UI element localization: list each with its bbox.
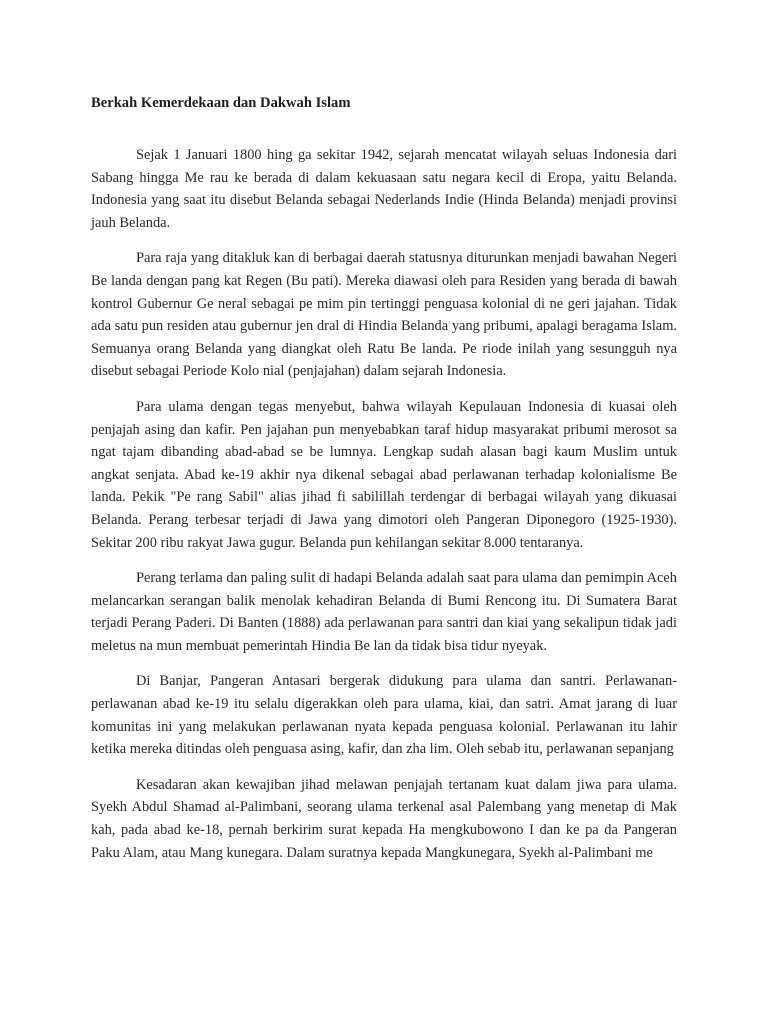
document-title: Berkah Kemerdekaan dan Dakwah Islam <box>91 95 351 111</box>
paragraph-6: Kesadaran akan kewajiban jihad melawan penjajah tertanam kuat dalam jiwa para ulama. Syekh Abdul Shamad al-Palimbani, seorang ulama terkenal asal Palembang yang menetap di Mak kah, pada abad ke-18, pernah berkirim surat kepada Ha mengkubowono I dan ke pa da Pangeran Paku Alam, atau Mang kunegara. Dalam suratnya kepada Mangkunegara, Syekh al-Palimbani me <box>91 776 677 861</box>
paragraph-1: Sejak 1 Januari 1800 hing ga sekitar 1942, sejarah mencatat wilayah seluas Indonesia dari Sabang hingga Me rau ke berada di dalam kekuasaan satu negara kecil di Eropa, yaitu Belanda. Indonesia yang saat itu disebut Belanda sebagai Nederlands Indie (Hinda Belanda) menjadi provinsi jauh Belanda. <box>91 147 677 231</box>
paragraph-3: Para ulama dengan tegas menyebut, bahwa wilayah Kepulauan Indonesia di kuasai oleh penjajah asing dan kafir. Pen jajahan pun menyebabkan taraf hidup masyarakat pribumi merosot sa ngat tajam dibanding abad-abad se be lumnya. Lengkap sudah alasan bagi kaum Muslim untuk angkat senjata. Abad ke-19 akhir nya dikenal sebagai abad perlawanan terhadap kolonialisme Be landa. Pekik "Pe rang Sabil" alias jihad fi sabilillah terdengar di berbagai wilayah yang dikuasai Belanda. Perang terbesar terjadi di Jawa yang dimotori oleh Pangeran Diponegoro (1925-1930). Sekitar 200 ribu rakyat Jawa gugur. Belanda pun kehilangan sekitar 8.000 tentaranya. <box>91 398 677 551</box>
document-body <box>91 94 677 877</box>
paragraph-4: Perang terlama dan paling sulit di hadapi Belanda adalah saat para ulama dan pemimpin Aceh melancarkan serangan balik menolak kehadiran Belanda di Bumi Rencong itu. Di Sumatera Barat terjadi Perang Paderi. Di Banten (1888) ada perlawanan para santri dan kiai yang sekalipun tidak jadi meletus na mun membuat pemerintah Hindia Be lan da tidak bisa tidur nyeyak. <box>91 570 677 654</box>
paragraph-2: Para raja yang ditakluk kan di berbagai daerah statusnya diturunkan menjadi bawahan Negeri Be landa dengan pang kat Regen (Bu pati). Mereka diawasi oleh para Residen yang berada di bawah kontrol Gubernur Ge neral sebagai pe mim pin tertinggi penguasa kolonial di ne geri jajahan. Tidak ada satu pun residen atau gubernur jen dral di Hindia Belanda yang pribumi, apalagi beragama Islam. Semuanya orang Belanda yang diangkat oleh Ratu Be landa. Pe riode inilah yang sesungguh nya disebut sebagai Periode Kolo nial (penjajahan) dalam sejarah Indonesia. <box>91 250 677 380</box>
paragraph-5: Di Banjar, Pangeran Antasari bergerak didukung para ulama dan santri. Perlawanan-perlawanan abad ke-19 itu selalu digerakkan oleh para ulama, kiai, dan satri. Amat jarang di luar komunitas ini yang melakukan perlawanan nyata kepada penguasa kolonial. Perlawanan itu lahir ketika mereka ditindas oleh penguasa asing, kafir, dan zha lim. Oleh sebab itu, perlawanan sepanjang <box>91 673 677 758</box>
